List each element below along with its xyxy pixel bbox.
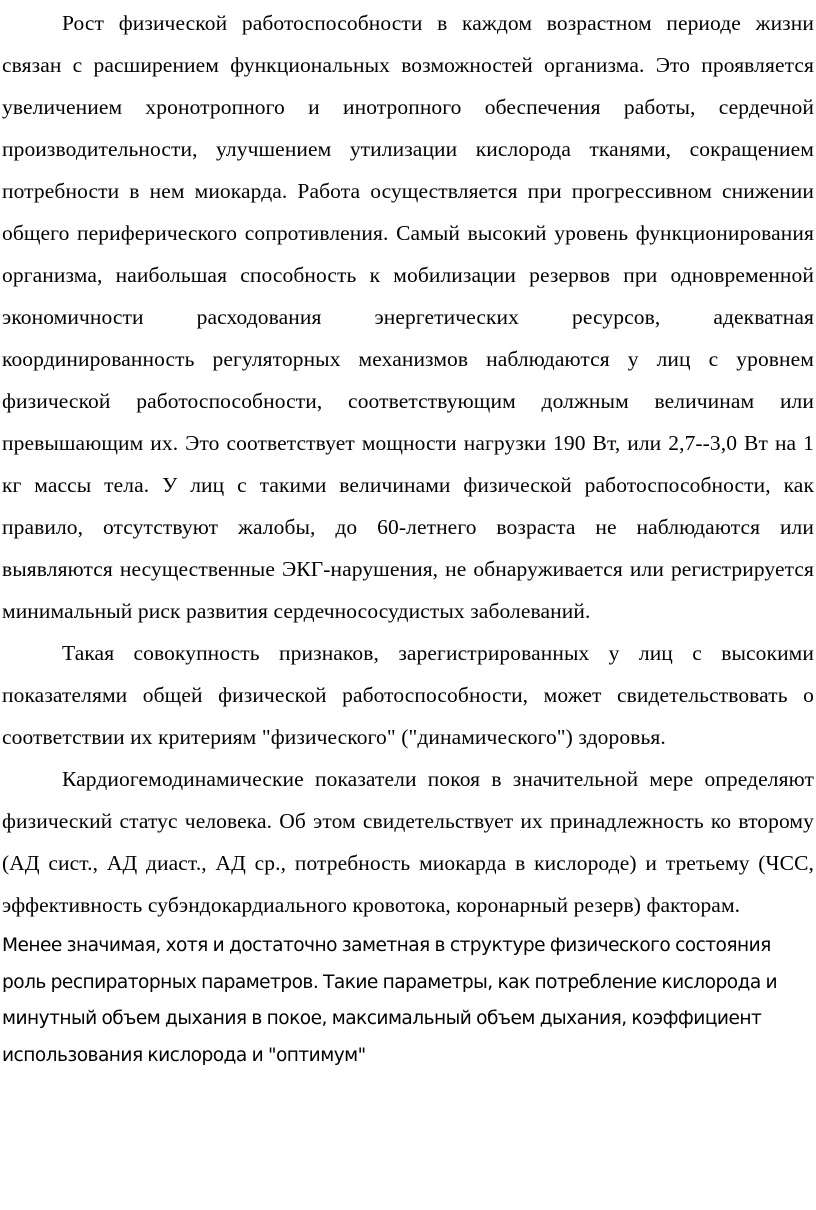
paragraph-health-criteria: Такая совокупность признаков, зарегистрированных у лиц с высокими показателями общей физической работоспособности, может свидетельствовать о соответствии их критериям "физического" ("динамического") здоровья. <box>2 641 814 749</box>
paragraph-work-capacity: Рост физической работоспособности в каждом возрастном периоде жизни связан с расширением функциональных возможностей организма. Это проявляется увеличением хронотропного и инотропного обеспечения работы, сердечной производительности, улучшением утилизации кислорода тканями, сокращением потребности в нем миокарда. Работа осуществляется при прогрессивном снижении общего периферического сопротивления. Самый высокий уровень функционирования организма, наибольшая способность к мобилизации резервов при одновременной экономичности расходования энергетических ресурсов, адекватная координированность регуляторных механизмов наблюдаются у лиц с уровнем физической работоспособности, соответствующим должным величинам или превышающим их. Это соответствует мощности нагрузки 190 Вт, или 2,7--3,0 Вт на 1 кг массы тела. У лиц с такими величинами физической работоспособности, как правило, отсутствуют жалобы, до 60-летнего возраста не наблюдаются или выявляются несущественные ЭКГ-нарушения, не обнаруживается или регистрируется минимальный риск развития сердечнососудистых заболеваний. <box>2 11 814 623</box>
paragraph-cardiohemodynamic: Кардиогемодинамические показатели покоя в значительной мере определяют физический статус человека. Об этом свидетельствует их принадлежность ко второму (АД сист., АД диаст., АД ср., потребность миокарда в кислороде) и третьему (ЧСС, эффективность субэндокардиального кровотока, коронарный резерв) факторам. <box>2 767 814 917</box>
paragraph-respiratory: Менее значимая, хотя и достаточно заметная в структуре физического состояния роль респираторных параметров. Такие параметры, как потребление кислорода и минутный объем дыхания в покое, максимальный объем дыхания, коэффициент использования кислорода и "оптимум" <box>2 935 778 1066</box>
